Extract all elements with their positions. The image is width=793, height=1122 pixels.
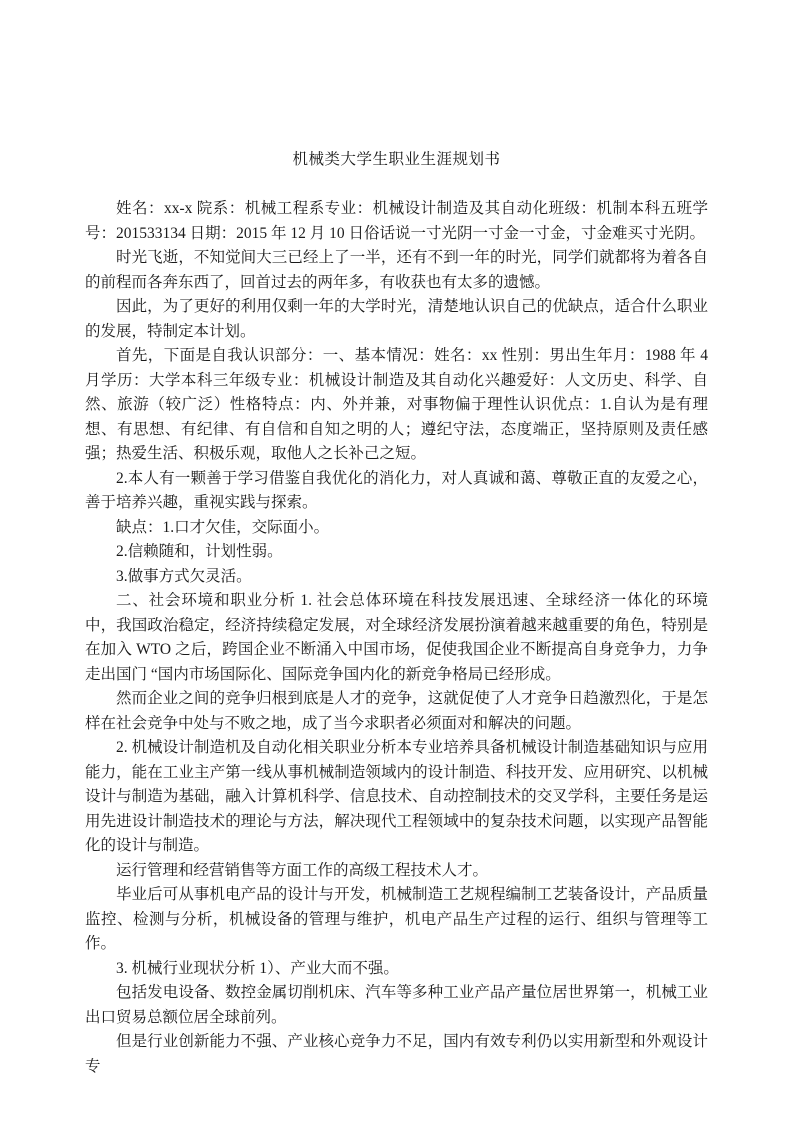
paragraph-8: 3.做事方式欠灵活。 bbox=[116, 567, 252, 585]
paragraph-10: 然而企业之间的竞争归根到底是人才的竞争，这就促使了人才竞争日趋激烈化，于是怎样在社会竞争中处与不败之地，成了当今求职者必须面对和解决的问题。 bbox=[85, 690, 708, 732]
paragraph-1: 姓名：xx-x 院系：机械工程系专业：机械设计制造及其自动化班级：机制本科五班学号：201533134 日期：2015 年 12 月 10 日俗话说一寸光阴一寸金一寸金，寸金难买寸光阴。 bbox=[85, 200, 708, 242]
paragraph-14: 3. 机械行业现状分析 1）、产业大而不强。 bbox=[116, 959, 399, 977]
paragraph-6: 缺点：1.口才欠佳，交际面小。 bbox=[116, 518, 330, 536]
paragraph-7: 2.信赖随和，计划性弱。 bbox=[116, 543, 283, 560]
document-title: 机械类大学生职业生涯规划书 bbox=[292, 151, 501, 168]
paragraph-16: 但是行业创新能力不强、产业核心竞争力不足，国内有效专利仍以实用新型和外观设计专 bbox=[85, 1033, 708, 1075]
document-content bbox=[85, 148, 708, 1079]
paragraph-2: 时光飞逝，不知觉间大三已经上了一半，还有不到一年的时光，同学们就都将为着各自的前程而各奔东西了，回首过去的两年多，有收获也有太多的遗憾。 bbox=[85, 249, 708, 291]
paragraph-9: 二、社会环境和职业分析 1. 社会总体环境在科技发展迅速、全球经济一体化的环境中，我国政治稳定，经济持续稳定发展，对全球经济发展扮演着越来越重要的角色，特别是在加入 WTO 之后，跨国企业不断涌入中国市场，促使我国企业不断提高自身竞争力，力争走出国门 “国内市场国际化、国际竞争国内化的新竞争格局已经形成。 bbox=[85, 592, 708, 683]
paragraph-4: 首先，下面是自我认识部分：一、基本情况：姓名：xx 性别：男出生年月：1988 年 4 月学历：大学本科三年级专业：机械设计制造及其自动化兴趣爱好：人文历史、科学、自然、旅游（较广泛）性格特点：内、外并兼，对事物偏于理性认识优点：1.自认为是有理想、有思想、有纪律、有自信和自知之明的人；遵纪守法，态度端正，坚持原则及责任感强；热爱生活、积极乐观，取他人之长补己之短。 bbox=[85, 347, 708, 462]
paragraph-3: 因此，为了更好的利用仅剩一年的大学时光，清楚地认识自己的优缺点，适合什么职业的发展，特制定本计划。 bbox=[85, 298, 708, 340]
paragraph-13: 毕业后可从事机电产品的设计与开发，机械制造工艺规程编制工艺装备设计，产品质量监控、检测与分析，机械设备的管理与维护，机电产品生产过程的运行、组织与管理等工作。 bbox=[85, 886, 708, 952]
paragraph-5: 2.本人有一颗善于学习借鉴自我优化的消化力，对人真诚和蔼、尊敬正直的友爱之心，善于培养兴趣，重视实践与探索。 bbox=[85, 469, 708, 511]
paragraph-15: 包括发电设备、数控金属切削机床、汽车等多种工业产品产量位居世界第一，机械工业出口贸易总额位居全球前列。 bbox=[85, 984, 708, 1026]
paragraph-12: 运行管理和经营销售等方面工作的高级工程技术人才。 bbox=[116, 861, 489, 879]
paragraph-11: 2. 机械设计制造机及自动化相关职业分析本专业培养具备机械设计制造基础知识与应用能力，能在工业主产第一线从事机械制造领域内的设计制造、科技开发、应用研究、以机械设计与制造为基础，融入计算机科学、信息技术、自动控制技术的交叉学科，主要任务是运用先进设计制造技术的理论与方法，解决现代工程领域中的复杂技术问题，以实现产品智能化的设计与制造。 bbox=[85, 739, 708, 854]
